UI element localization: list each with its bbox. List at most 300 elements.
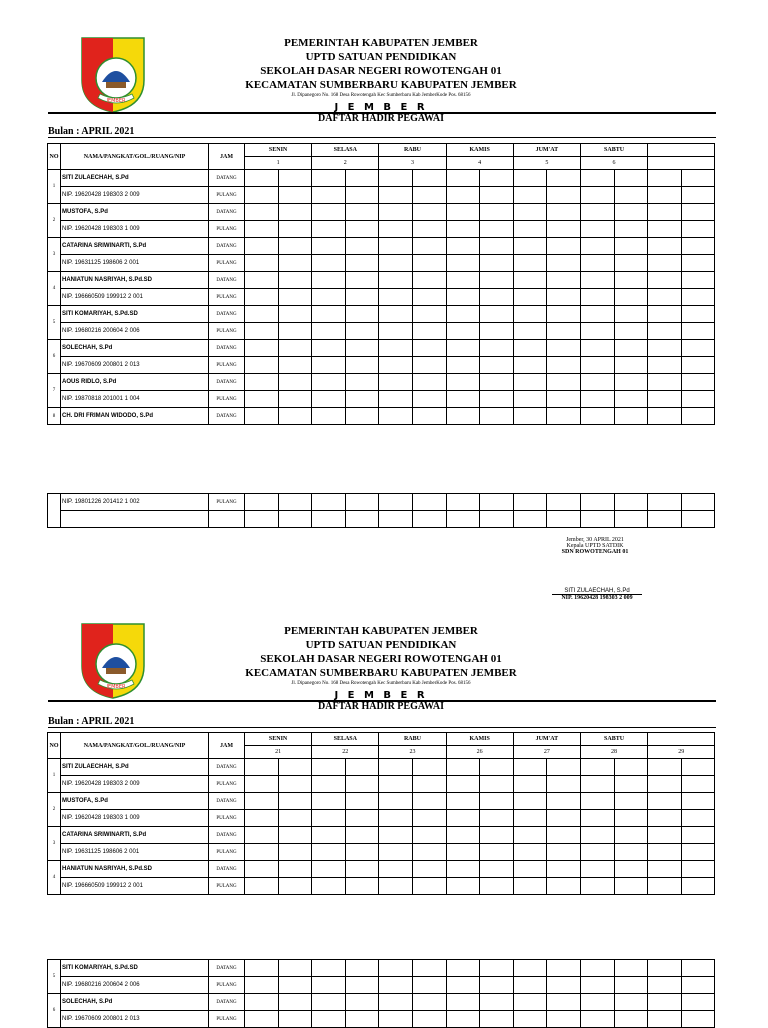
attendance-cell[interactable]: [446, 357, 480, 374]
attendance-cell[interactable]: [480, 289, 514, 306]
attendance-cell[interactable]: [547, 511, 581, 528]
attendance-cell[interactable]: [614, 494, 648, 511]
attendance-cell[interactable]: [681, 494, 715, 511]
attendance-cell[interactable]: [513, 960, 547, 977]
attendance-cell[interactable]: [547, 391, 581, 408]
attendance-cell[interactable]: [278, 391, 312, 408]
attendance-cell[interactable]: [547, 306, 581, 323]
attendance-cell[interactable]: [245, 810, 279, 827]
attendance-cell[interactable]: [648, 1011, 682, 1028]
attendance-cell[interactable]: [513, 878, 547, 895]
attendance-cell[interactable]: [278, 994, 312, 1011]
attendance-cell[interactable]: [345, 977, 379, 994]
attendance-cell[interactable]: [446, 323, 480, 340]
attendance-cell[interactable]: [614, 374, 648, 391]
attendance-cell[interactable]: [412, 960, 446, 977]
attendance-cell[interactable]: [245, 1011, 279, 1028]
attendance-cell[interactable]: [446, 255, 480, 272]
attendance-cell[interactable]: [278, 511, 312, 528]
attendance-cell[interactable]: [412, 776, 446, 793]
attendance-cell[interactable]: [681, 759, 715, 776]
attendance-cell[interactable]: [480, 357, 514, 374]
attendance-cell[interactable]: [379, 238, 413, 255]
attendance-cell[interactable]: [648, 357, 682, 374]
attendance-cell[interactable]: [547, 272, 581, 289]
attendance-cell[interactable]: [245, 408, 279, 425]
attendance-cell[interactable]: [580, 827, 614, 844]
attendance-cell[interactable]: [312, 776, 346, 793]
attendance-cell[interactable]: [580, 494, 614, 511]
attendance-cell[interactable]: [379, 844, 413, 861]
attendance-cell[interactable]: [278, 844, 312, 861]
attendance-cell[interactable]: [480, 221, 514, 238]
attendance-cell[interactable]: [648, 170, 682, 187]
attendance-cell[interactable]: [513, 238, 547, 255]
attendance-cell[interactable]: [614, 861, 648, 878]
attendance-cell[interactable]: [480, 204, 514, 221]
attendance-cell[interactable]: [614, 187, 648, 204]
attendance-cell[interactable]: [580, 306, 614, 323]
attendance-cell[interactable]: [480, 391, 514, 408]
attendance-cell[interactable]: [245, 776, 279, 793]
attendance-cell[interactable]: [614, 391, 648, 408]
attendance-cell[interactable]: [412, 289, 446, 306]
attendance-cell[interactable]: [345, 289, 379, 306]
attendance-cell[interactable]: [345, 878, 379, 895]
attendance-cell[interactable]: [580, 1011, 614, 1028]
attendance-cell[interactable]: [245, 793, 279, 810]
attendance-cell[interactable]: [312, 977, 346, 994]
attendance-cell[interactable]: [648, 374, 682, 391]
attendance-cell[interactable]: [446, 793, 480, 810]
attendance-cell[interactable]: [345, 170, 379, 187]
attendance-cell[interactable]: [312, 187, 346, 204]
attendance-cell[interactable]: [379, 511, 413, 528]
attendance-cell[interactable]: [648, 204, 682, 221]
attendance-cell[interactable]: [278, 776, 312, 793]
attendance-cell[interactable]: [681, 861, 715, 878]
attendance-cell[interactable]: [245, 759, 279, 776]
attendance-cell[interactable]: [580, 323, 614, 340]
attendance-cell[interactable]: [312, 340, 346, 357]
attendance-cell[interactable]: [614, 994, 648, 1011]
attendance-cell[interactable]: [379, 221, 413, 238]
attendance-cell[interactable]: [480, 187, 514, 204]
attendance-cell[interactable]: [245, 861, 279, 878]
attendance-cell[interactable]: [379, 494, 413, 511]
attendance-cell[interactable]: [648, 878, 682, 895]
attendance-cell[interactable]: [681, 170, 715, 187]
attendance-cell[interactable]: [580, 340, 614, 357]
attendance-cell[interactable]: [480, 810, 514, 827]
attendance-cell[interactable]: [513, 187, 547, 204]
attendance-cell[interactable]: [278, 340, 312, 357]
attendance-cell[interactable]: [580, 374, 614, 391]
attendance-cell[interactable]: [648, 861, 682, 878]
attendance-cell[interactable]: [278, 238, 312, 255]
attendance-cell[interactable]: [278, 374, 312, 391]
attendance-cell[interactable]: [480, 408, 514, 425]
attendance-cell[interactable]: [547, 187, 581, 204]
attendance-cell[interactable]: [681, 994, 715, 1011]
attendance-cell[interactable]: [513, 272, 547, 289]
attendance-cell[interactable]: [648, 810, 682, 827]
attendance-cell[interactable]: [446, 289, 480, 306]
attendance-cell[interactable]: [580, 960, 614, 977]
attendance-cell[interactable]: [446, 994, 480, 1011]
attendance-cell[interactable]: [513, 994, 547, 1011]
attendance-cell[interactable]: [446, 827, 480, 844]
attendance-cell[interactable]: [547, 977, 581, 994]
attendance-cell[interactable]: [681, 408, 715, 425]
attendance-cell[interactable]: [312, 391, 346, 408]
attendance-cell[interactable]: [480, 340, 514, 357]
attendance-cell[interactable]: [480, 511, 514, 528]
attendance-cell[interactable]: [312, 844, 346, 861]
attendance-cell[interactable]: [412, 323, 446, 340]
attendance-cell[interactable]: [513, 977, 547, 994]
attendance-cell[interactable]: [648, 844, 682, 861]
attendance-cell[interactable]: [480, 844, 514, 861]
attendance-cell[interactable]: [580, 357, 614, 374]
attendance-cell[interactable]: [379, 994, 413, 1011]
attendance-cell[interactable]: [614, 272, 648, 289]
attendance-cell[interactable]: [245, 960, 279, 977]
attendance-cell[interactable]: [513, 511, 547, 528]
attendance-cell[interactable]: [580, 810, 614, 827]
attendance-cell[interactable]: [278, 221, 312, 238]
attendance-cell[interactable]: [312, 374, 346, 391]
attendance-cell[interactable]: [446, 272, 480, 289]
attendance-cell[interactable]: [580, 776, 614, 793]
attendance-cell[interactable]: [681, 187, 715, 204]
attendance-cell[interactable]: [580, 238, 614, 255]
attendance-cell[interactable]: [312, 827, 346, 844]
attendance-cell[interactable]: [345, 204, 379, 221]
attendance-cell[interactable]: [648, 793, 682, 810]
attendance-cell[interactable]: [614, 221, 648, 238]
attendance-cell[interactable]: [480, 238, 514, 255]
attendance-cell[interactable]: [412, 272, 446, 289]
attendance-cell[interactable]: [681, 374, 715, 391]
attendance-cell[interactable]: [681, 960, 715, 977]
attendance-cell[interactable]: [379, 408, 413, 425]
attendance-cell[interactable]: [681, 827, 715, 844]
attendance-cell[interactable]: [312, 272, 346, 289]
attendance-cell[interactable]: [345, 759, 379, 776]
attendance-cell[interactable]: [278, 1011, 312, 1028]
attendance-cell[interactable]: [345, 408, 379, 425]
attendance-cell[interactable]: [480, 759, 514, 776]
attendance-cell[interactable]: [648, 391, 682, 408]
attendance-cell[interactable]: [547, 844, 581, 861]
attendance-cell[interactable]: [580, 272, 614, 289]
attendance-cell[interactable]: [379, 776, 413, 793]
attendance-cell[interactable]: [648, 511, 682, 528]
attendance-cell[interactable]: [245, 391, 279, 408]
attendance-cell[interactable]: [513, 494, 547, 511]
attendance-cell[interactable]: [681, 255, 715, 272]
attendance-cell[interactable]: [480, 776, 514, 793]
attendance-cell[interactable]: [513, 1011, 547, 1028]
attendance-cell[interactable]: [245, 221, 279, 238]
attendance-cell[interactable]: [312, 759, 346, 776]
attendance-cell[interactable]: [681, 323, 715, 340]
attendance-cell[interactable]: [580, 793, 614, 810]
attendance-cell[interactable]: [648, 776, 682, 793]
attendance-cell[interactable]: [580, 170, 614, 187]
attendance-cell[interactable]: [379, 793, 413, 810]
attendance-cell[interactable]: [412, 340, 446, 357]
attendance-cell[interactable]: [446, 187, 480, 204]
attendance-cell[interactable]: [547, 960, 581, 977]
attendance-cell[interactable]: [681, 289, 715, 306]
attendance-cell[interactable]: [245, 357, 279, 374]
attendance-cell[interactable]: [547, 1011, 581, 1028]
attendance-cell[interactable]: [513, 170, 547, 187]
attendance-cell[interactable]: [480, 306, 514, 323]
attendance-cell[interactable]: [513, 289, 547, 306]
attendance-cell[interactable]: [245, 340, 279, 357]
attendance-cell[interactable]: [547, 289, 581, 306]
attendance-cell[interactable]: [513, 827, 547, 844]
attendance-cell[interactable]: [345, 272, 379, 289]
attendance-cell[interactable]: [446, 204, 480, 221]
attendance-cell[interactable]: [547, 374, 581, 391]
attendance-cell[interactable]: [412, 810, 446, 827]
attendance-cell[interactable]: [547, 759, 581, 776]
attendance-cell[interactable]: [379, 289, 413, 306]
attendance-cell[interactable]: [547, 238, 581, 255]
attendance-cell[interactable]: [648, 272, 682, 289]
attendance-cell[interactable]: [614, 977, 648, 994]
attendance-cell[interactable]: [580, 391, 614, 408]
attendance-cell[interactable]: [446, 238, 480, 255]
attendance-cell[interactable]: [513, 844, 547, 861]
attendance-cell[interactable]: [513, 759, 547, 776]
attendance-cell[interactable]: [412, 221, 446, 238]
attendance-cell[interactable]: [648, 960, 682, 977]
attendance-cell[interactable]: [245, 994, 279, 1011]
attendance-cell[interactable]: [412, 878, 446, 895]
attendance-cell[interactable]: [547, 878, 581, 895]
attendance-cell[interactable]: [412, 861, 446, 878]
attendance-cell[interactable]: [513, 374, 547, 391]
attendance-cell[interactable]: [681, 238, 715, 255]
attendance-cell[interactable]: [547, 810, 581, 827]
attendance-cell[interactable]: [480, 494, 514, 511]
attendance-cell[interactable]: [312, 878, 346, 895]
attendance-cell[interactable]: [345, 511, 379, 528]
attendance-cell[interactable]: [614, 878, 648, 895]
attendance-cell[interactable]: [614, 960, 648, 977]
attendance-cell[interactable]: [681, 810, 715, 827]
attendance-cell[interactable]: [412, 494, 446, 511]
attendance-cell[interactable]: [614, 827, 648, 844]
attendance-cell[interactable]: [312, 306, 346, 323]
attendance-cell[interactable]: [681, 776, 715, 793]
attendance-cell[interactable]: [245, 977, 279, 994]
attendance-cell[interactable]: [245, 878, 279, 895]
attendance-cell[interactable]: [614, 793, 648, 810]
attendance-cell[interactable]: [480, 1011, 514, 1028]
attendance-cell[interactable]: [681, 844, 715, 861]
attendance-cell[interactable]: [681, 391, 715, 408]
attendance-cell[interactable]: [379, 878, 413, 895]
attendance-cell[interactable]: [412, 408, 446, 425]
attendance-cell[interactable]: [446, 977, 480, 994]
attendance-cell[interactable]: [379, 306, 413, 323]
attendance-cell[interactable]: [379, 170, 413, 187]
attendance-cell[interactable]: [480, 977, 514, 994]
attendance-cell[interactable]: [412, 187, 446, 204]
attendance-cell[interactable]: [345, 861, 379, 878]
attendance-cell[interactable]: [379, 391, 413, 408]
attendance-cell[interactable]: [312, 408, 346, 425]
attendance-cell[interactable]: [379, 272, 413, 289]
attendance-cell[interactable]: [345, 238, 379, 255]
attendance-cell[interactable]: [547, 827, 581, 844]
attendance-cell[interactable]: [312, 810, 346, 827]
attendance-cell[interactable]: [245, 494, 279, 511]
attendance-cell[interactable]: [446, 776, 480, 793]
attendance-cell[interactable]: [379, 187, 413, 204]
attendance-cell[interactable]: [513, 340, 547, 357]
attendance-cell[interactable]: [480, 994, 514, 1011]
attendance-cell[interactable]: [547, 776, 581, 793]
attendance-cell[interactable]: [345, 374, 379, 391]
attendance-cell[interactable]: [345, 323, 379, 340]
attendance-cell[interactable]: [648, 494, 682, 511]
attendance-cell[interactable]: [278, 204, 312, 221]
attendance-cell[interactable]: [312, 494, 346, 511]
attendance-cell[interactable]: [345, 1011, 379, 1028]
attendance-cell[interactable]: [278, 170, 312, 187]
attendance-cell[interactable]: [245, 827, 279, 844]
attendance-cell[interactable]: [614, 511, 648, 528]
attendance-cell[interactable]: [614, 289, 648, 306]
attendance-cell[interactable]: [480, 861, 514, 878]
attendance-cell[interactable]: [412, 511, 446, 528]
attendance-cell[interactable]: [379, 759, 413, 776]
attendance-cell[interactable]: [614, 170, 648, 187]
attendance-cell[interactable]: [379, 960, 413, 977]
attendance-cell[interactable]: [480, 170, 514, 187]
attendance-cell[interactable]: [412, 204, 446, 221]
attendance-cell[interactable]: [412, 391, 446, 408]
attendance-cell[interactable]: [580, 408, 614, 425]
attendance-cell[interactable]: [245, 306, 279, 323]
attendance-cell[interactable]: [278, 977, 312, 994]
attendance-cell[interactable]: [580, 204, 614, 221]
attendance-cell[interactable]: [648, 306, 682, 323]
attendance-cell[interactable]: [681, 340, 715, 357]
attendance-cell[interactable]: [513, 776, 547, 793]
attendance-cell[interactable]: [580, 255, 614, 272]
attendance-cell[interactable]: [513, 204, 547, 221]
attendance-cell[interactable]: [513, 408, 547, 425]
attendance-cell[interactable]: [648, 827, 682, 844]
attendance-cell[interactable]: [278, 793, 312, 810]
attendance-cell[interactable]: [379, 255, 413, 272]
attendance-cell[interactable]: [312, 238, 346, 255]
attendance-cell[interactable]: [547, 170, 581, 187]
attendance-cell[interactable]: [614, 759, 648, 776]
attendance-cell[interactable]: [412, 759, 446, 776]
attendance-cell[interactable]: [345, 306, 379, 323]
attendance-cell[interactable]: [513, 391, 547, 408]
attendance-cell[interactable]: [547, 408, 581, 425]
attendance-cell[interactable]: [547, 793, 581, 810]
attendance-cell[interactable]: [614, 255, 648, 272]
attendance-cell[interactable]: [446, 340, 480, 357]
attendance-cell[interactable]: [681, 357, 715, 374]
attendance-cell[interactable]: [278, 494, 312, 511]
attendance-cell[interactable]: [614, 408, 648, 425]
attendance-cell[interactable]: [312, 204, 346, 221]
attendance-cell[interactable]: [379, 810, 413, 827]
attendance-cell[interactable]: [245, 255, 279, 272]
attendance-cell[interactable]: [681, 977, 715, 994]
attendance-cell[interactable]: [412, 994, 446, 1011]
attendance-cell[interactable]: [480, 793, 514, 810]
attendance-cell[interactable]: [480, 960, 514, 977]
attendance-cell[interactable]: [446, 408, 480, 425]
attendance-cell[interactable]: [245, 323, 279, 340]
attendance-cell[interactable]: [547, 357, 581, 374]
attendance-cell[interactable]: [580, 977, 614, 994]
attendance-cell[interactable]: [312, 994, 346, 1011]
attendance-cell[interactable]: [379, 323, 413, 340]
attendance-cell[interactable]: [312, 1011, 346, 1028]
attendance-cell[interactable]: [480, 272, 514, 289]
attendance-cell[interactable]: [379, 340, 413, 357]
attendance-cell[interactable]: [547, 861, 581, 878]
attendance-cell[interactable]: [446, 1011, 480, 1028]
attendance-cell[interactable]: [245, 187, 279, 204]
attendance-cell[interactable]: [648, 221, 682, 238]
attendance-cell[interactable]: [312, 357, 346, 374]
attendance-cell[interactable]: [580, 759, 614, 776]
attendance-cell[interactable]: [379, 827, 413, 844]
attendance-cell[interactable]: [446, 844, 480, 861]
attendance-cell[interactable]: [245, 844, 279, 861]
attendance-cell[interactable]: [580, 221, 614, 238]
attendance-cell[interactable]: [614, 844, 648, 861]
attendance-cell[interactable]: [480, 374, 514, 391]
attendance-cell[interactable]: [278, 759, 312, 776]
attendance-cell[interactable]: [345, 793, 379, 810]
attendance-cell[interactable]: [648, 238, 682, 255]
attendance-cell[interactable]: [513, 357, 547, 374]
attendance-cell[interactable]: [648, 977, 682, 994]
attendance-cell[interactable]: [648, 323, 682, 340]
attendance-cell[interactable]: [547, 494, 581, 511]
attendance-cell[interactable]: [547, 340, 581, 357]
attendance-cell[interactable]: [547, 323, 581, 340]
attendance-cell[interactable]: [312, 960, 346, 977]
attendance-cell[interactable]: [345, 357, 379, 374]
attendance-cell[interactable]: [345, 810, 379, 827]
attendance-cell[interactable]: [278, 289, 312, 306]
attendance-cell[interactable]: [446, 960, 480, 977]
attendance-cell[interactable]: [278, 323, 312, 340]
attendance-cell[interactable]: [446, 391, 480, 408]
attendance-cell[interactable]: [278, 878, 312, 895]
attendance-cell[interactable]: [648, 408, 682, 425]
attendance-cell[interactable]: [412, 844, 446, 861]
attendance-cell[interactable]: [446, 511, 480, 528]
